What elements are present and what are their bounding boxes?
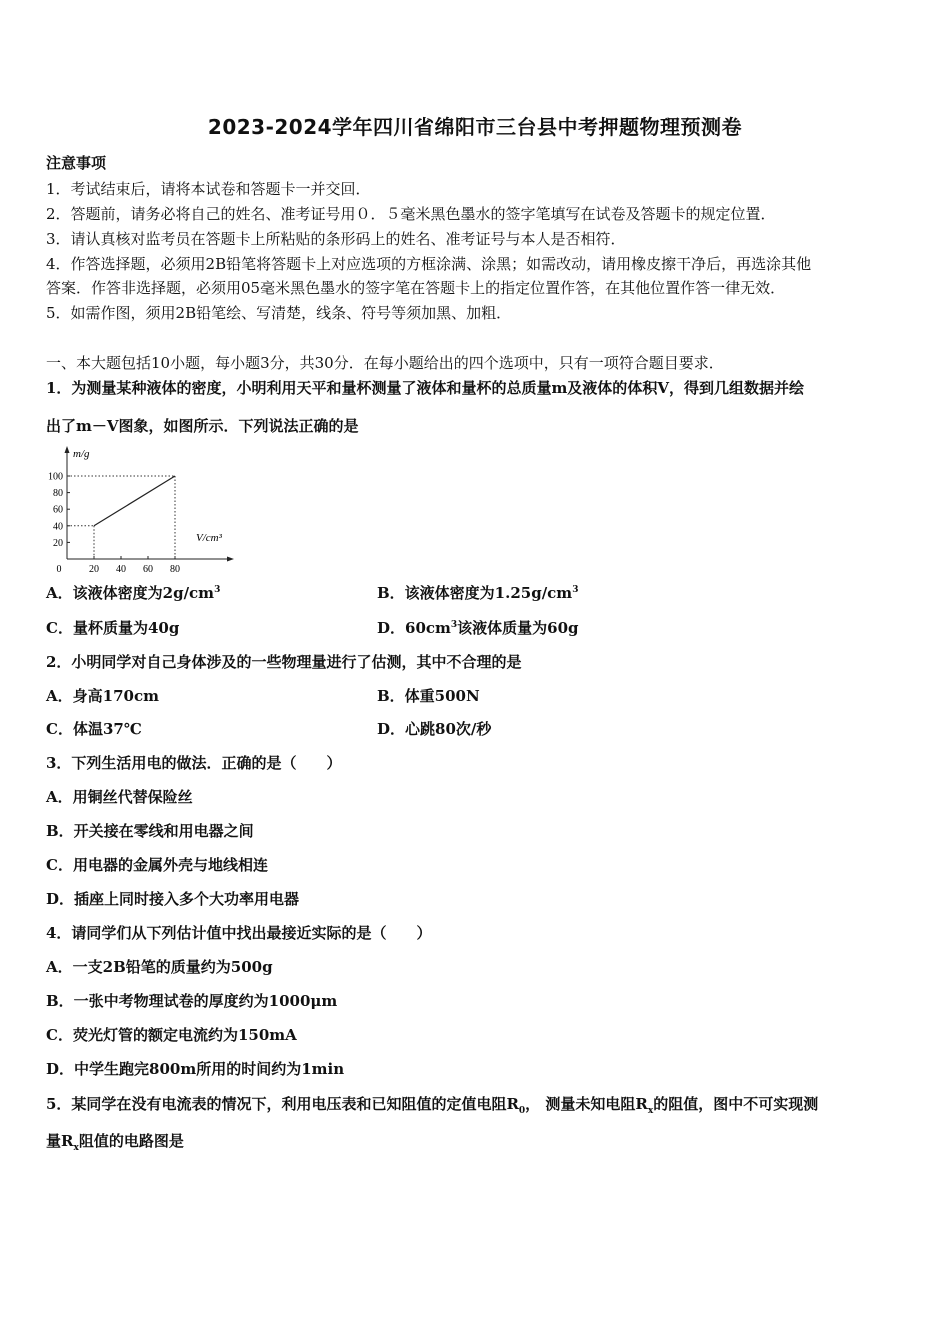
y-tick-label: 80 — [53, 488, 63, 500]
y-axis-label: m/g — [73, 448, 90, 460]
y-tick-label: 20 — [53, 537, 63, 549]
q1-option-a[interactable]: A．该液体密度为$2g/cm^3$ — [46, 584, 221, 602]
q2-option-b[interactable]: B．体重500N — [377, 687, 480, 705]
q1-stem-line1: 1．为测量某种液体的密度，小明利用天平和量杯测量了液体和量杯的总质量m及液体的体积V，得到几组数据并绘 — [46, 379, 804, 397]
q4-stem: 4．请同学们从下列估计值中找出最接近实际的是（ ） — [46, 924, 432, 942]
q2-option-c[interactable]: C．体温37℃ — [46, 720, 142, 738]
notice-item-4: 4．作答选择题，必须用2B铅笔将答题卡上对应选项的方框涂满、涂黑；如需改动，请用橡皮擦干净后，再选涂其他 — [46, 255, 812, 273]
q3-option-c[interactable]: C．用电器的金属外壳与地线相连 — [46, 856, 268, 874]
q4-option-a[interactable]: A．一支2B铅笔的质量约为500g — [46, 958, 273, 976]
q3-option-d[interactable]: D．插座上同时接入多个大功率用电器 — [46, 890, 300, 908]
q3-option-a[interactable]: A．用铜丝代替保险丝 — [46, 788, 193, 806]
q4-option-b[interactable]: B．一张中考物理试卷的厚度约为1000μm — [46, 992, 338, 1010]
q3-stem: 3．下列生活用电的做法．正确的是（ ） — [46, 754, 342, 772]
q2-option-d[interactable]: D．心跳80次/秒 — [377, 720, 492, 738]
section-heading: 一、本大题包括10小题，每小题3分，共30分．在每小题给出的四个选项中，只有一项符合题目要求． — [46, 354, 724, 372]
notice-item-4-cont: 答案．作答非选择题，必须用05毫米黑色墨水的签字笔在答题卡上的指定位置作答，在其他位置作答一律无效． — [46, 279, 786, 297]
y-tick-label: 100 — [48, 471, 63, 483]
x-axis-arrow — [227, 557, 234, 562]
q5-stem-line2: 量$R_x$阻值的电路图是 — [46, 1132, 184, 1153]
x-tick-label: 20 — [89, 564, 99, 575]
q2-stem: 2．小明同学对自己身体涉及的一些物理量进行了估测，其中不合理的是 — [46, 653, 522, 671]
notice-item-5: 5．如需作图，须用2B铅笔绘、写清楚，线条、符号等须加黑、加粗． — [46, 304, 512, 322]
y-tick-label: 60 — [53, 504, 63, 516]
x-axis-label: V/cm³ — [196, 532, 222, 544]
q1-stem-line2: 出了m－V图象，如图所示．下列说法正确的是 — [46, 417, 359, 435]
x-tick-label: 0 — [56, 564, 62, 575]
x-tick-label: 40 — [116, 564, 126, 575]
q4-option-c[interactable]: C．荧光灯管的额定电流约为150mA — [46, 1026, 297, 1044]
mv-chart — [40, 444, 240, 575]
q5-stem-line1: 5．某同学在没有电流表的情况下，利用电压表和已知阻值的定值电阻$R_0$， 测量未知电阻$R_x$的阻值，图中不可实现测 — [46, 1095, 819, 1116]
q1-option-d[interactable]: D．$60cm^3$该液体质量为60g — [377, 619, 579, 637]
notice-item-1: 1．考试结束后，请将本试卷和答题卡一并交回． — [46, 180, 371, 198]
notice-item-3: 3．请认真核对监考员在答题卡上所粘贴的条形码上的姓名、准考证号与本人是否相符． — [46, 230, 626, 248]
page-title: 2023-2024学年四川省绵阳市三台县中考押题物理预测卷 — [207, 115, 743, 139]
q1-option-b[interactable]: B．该液体密度为$1.25g/cm^3$ — [377, 584, 579, 602]
notice-item-2: 2．答题前，请务必将自己的姓名、准考证号用０．５毫米黑色墨水的签字笔填写在试卷及答题卡的规定位置． — [46, 205, 776, 223]
data-line — [94, 476, 175, 526]
y-axis-arrow — [65, 446, 70, 453]
q4-option-d[interactable]: D．中学生跑完800m所用的时间约为1min — [46, 1060, 345, 1078]
q3-option-b[interactable]: B．开关接在零线和用电器之间 — [46, 822, 254, 840]
y-tick-label: 40 — [53, 521, 63, 533]
x-tick-label: 80 — [170, 564, 180, 575]
x-tick-label: 60 — [143, 564, 153, 575]
notice-heading: 注意事项 — [46, 154, 107, 172]
q2-option-a[interactable]: A．身高170cm — [46, 687, 159, 705]
q1-option-c[interactable]: C．量杯质量为40g — [46, 619, 180, 637]
